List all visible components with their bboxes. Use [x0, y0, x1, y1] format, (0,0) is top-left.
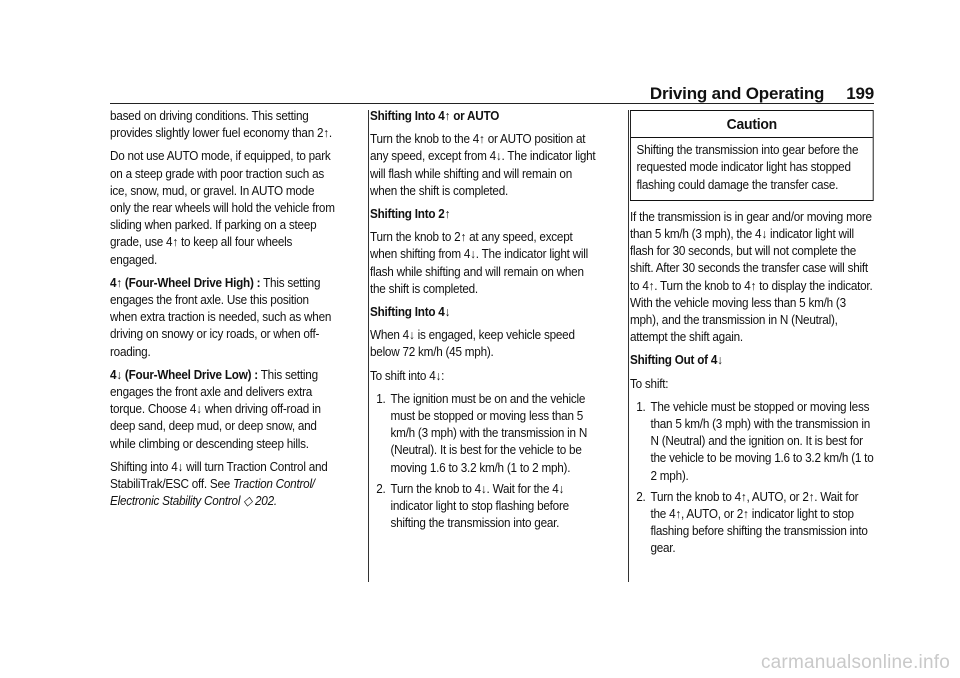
caution-text: Shifting the transmission into gear before the requested mode indicator light has stopped flashing could damage the transfer case. — [636, 143, 859, 192]
subheading: Shifting Into 2↑ — [370, 207, 451, 222]
numbered-list — [630, 399, 874, 558]
paragraph: Turn the knob to the 4↑ or AUTO position at any speed, except from 4↓. The indicator light will flash while shifting and will remain on when the shift is completed. — [370, 132, 596, 198]
column-divider-2 — [628, 110, 629, 582]
watermark: carmanualsonline.info — [760, 652, 950, 673]
page-header — [110, 84, 874, 104]
paragraph: Turn the knob to 2↑ at any speed, except when shifting from 4↓. The indicator light will flash while shifting and will remain on when the shift is completed. — [370, 230, 588, 296]
term-four-low: 4↓ (Four-Wheel Drive Low) : — [110, 367, 258, 382]
paragraph: To shift: — [630, 376, 669, 391]
subheading: Shifting Into 4↓ — [370, 305, 451, 320]
column-3 — [630, 108, 874, 564]
paragraph: To shift into 4↓: — [370, 368, 445, 383]
term-four-high: 4↑ (Four-Wheel Drive High) : — [110, 275, 261, 290]
caution-title: Caution — [631, 111, 873, 138]
page-reference[interactable]: ◇ 202. — [240, 494, 277, 509]
numbered-list — [370, 391, 597, 533]
cross-reference-link[interactable]: Traction Control/ Electronic Stability Control — [110, 477, 315, 509]
header-rule — [110, 103, 874, 104]
paragraph: based on driving conditions. This setting provides slightly lower fuel economy than 2↑. — [110, 109, 332, 141]
list-item: 2. Turn the knob to 4↓. Wait for the 4↓ indicator light to stop flashing before shifting the transmission into gear. — [389, 481, 597, 533]
subheading: Shifting Into 4↑ or AUTO — [370, 109, 500, 123]
paragraph: When 4↓ is engaged, keep vehicle speed below 72 km/h (45 mph). — [370, 328, 575, 360]
page-number: 199 — [846, 84, 874, 103]
column-divider-1 — [368, 110, 369, 582]
subheading: Shifting Out of 4↓ — [630, 353, 723, 368]
paragraph: Do not use AUTO mode, if equipped, to park on a steep grade with poor traction such as ice, snow, mud, or gravel. In AUTO mode only the rear wheels will hold the vehicle from sliding when parked. If parking on a steep grade, use 4↑ to keep all four wheels engaged. — [110, 149, 335, 267]
column-1 — [110, 108, 337, 516]
paragraph-text: Shifting into 4↓ will turn Traction Control and StabiliTrak/ESC off. See — [110, 459, 328, 492]
paragraph — [110, 367, 337, 453]
term-description: This setting engages the front axle and delivers extra torque. Choose 4↓ when driving off-road in deep sand, deep mud, or deep snow, and while climbing or descending steep hills. — [110, 367, 321, 451]
list-item: 2. Turn the knob to 4↑, AUTO, or 2↑. Wait for the 4↑, AUTO, or 2↑ indicator light to stop flashing before shifting the transmission into gear. — [649, 489, 874, 558]
list-item: 1. The ignition must be on and the vehicle must be stopped or moving less than 5 km/h (3 mph) with the transmission in N (Neutral). It is best for the vehicle to be moving 1.6 to 3.2 km/h (1 to 2 mph). — [389, 391, 597, 477]
list-item: 1. The vehicle must be stopped or moving less than 5 km/h (3 mph) with the transmission in N (Neutral) and the ignition on. It is best for the vehicle to be moving 1.6 to 3.2 km/h (1 to 2 mph). — [649, 399, 874, 485]
paragraph: If the transmission is in gear and/or moving more than 5 km/h (3 mph), the 4↓ indicator light will flash for 30 seconds, but will not complete the shift. After 30 seconds the transfer case will shift to 4↑. Turn the knob to 4↑ to display the indicator. With the vehicle moving less than 5 km/h (3 mph), and the transmission in N (Neutral), attempt the shift again. — [630, 209, 873, 345]
paragraph — [110, 459, 337, 511]
caution-box — [630, 110, 874, 201]
paragraph — [110, 275, 337, 361]
term-description: This setting engages the front axle. Use this position when extra traction is needed, such as when driving on snowy or icy roads, or when off-roading. — [110, 275, 332, 359]
column-2 — [370, 108, 597, 538]
section-title: Driving and Operating — [649, 84, 825, 103]
